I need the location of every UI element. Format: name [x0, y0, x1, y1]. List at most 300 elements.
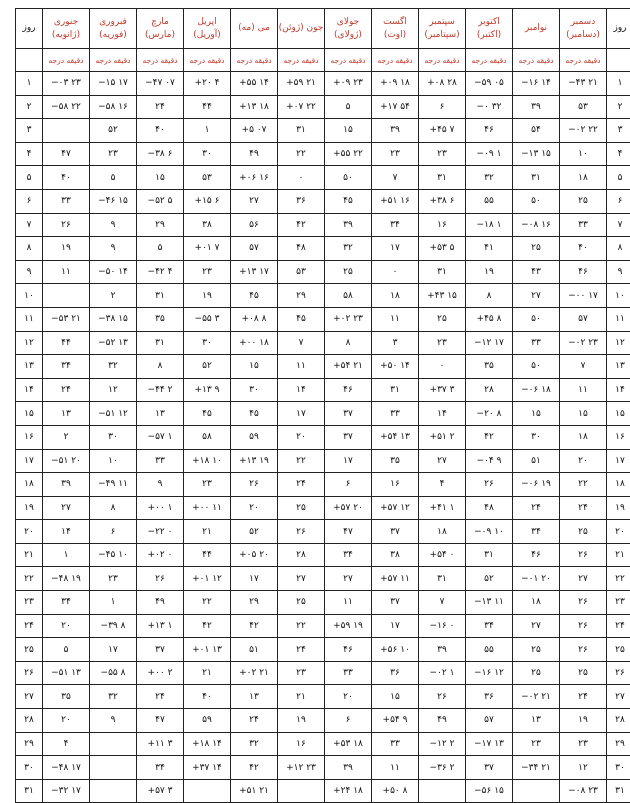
value-cell: ۲۳ ۰۲− [560, 331, 607, 355]
value-cell: ۵ [325, 95, 372, 119]
value-cell: ۱۷ ۳۲− [43, 779, 90, 803]
month-name: اپریل [184, 16, 230, 29]
value-cell: ۰۷ ۵+ [231, 119, 278, 143]
value-cell: ۴۰ [43, 166, 90, 190]
value-cell: ۱۶ [419, 213, 466, 237]
day-number-left: ۳۱ [16, 779, 43, 803]
value-cell: ۴۹ [231, 142, 278, 166]
month-name: جون (ژوئن) [278, 22, 324, 35]
value-cell: ۹ [90, 237, 137, 261]
value-cell: ۱ ۰۰+ [137, 496, 184, 520]
value-cell: ۳۴ [325, 543, 372, 567]
value-cell: ۱۳ ۱۷− [466, 732, 513, 756]
value-cell: ۱۵ [513, 402, 560, 426]
value-cell: ۳۷ [137, 638, 184, 662]
value-cell: ۱۴ [43, 520, 90, 544]
value-cell: ۱۴ ۵۰− [90, 260, 137, 284]
value-cell: ۴۰ [560, 237, 607, 261]
value-cell: ۳۶ [466, 685, 513, 709]
unit-row [16, 49, 630, 72]
day-number-left: ۶ [16, 189, 43, 213]
value-cell: ۲ ۵۱+ [419, 425, 466, 449]
value-cell: ۲۲ [278, 142, 325, 166]
day-number-right: ۲۶ [607, 661, 630, 685]
month-header [419, 9, 466, 49]
value-cell: ۱۶ ۵۱+ [372, 189, 419, 213]
value-cell: ۱۷ [278, 402, 325, 426]
value-cell: ۱۱ [372, 307, 419, 331]
day-number-left: ۲۱ [16, 543, 43, 567]
value-cell: ۹ [90, 213, 137, 237]
value-cell: ۳۲ [325, 237, 372, 261]
month-name: نوامبر [513, 22, 559, 35]
table-row [16, 756, 630, 780]
table-row [16, 709, 630, 733]
day-header-right: روز [607, 9, 630, 49]
value-cell: ۱۵ ۵۶− [466, 779, 513, 803]
value-cell [278, 779, 325, 803]
month-alt-name: (سپتامبر) [419, 29, 465, 42]
value-cell: ۳۱ [513, 166, 560, 190]
value-cell: ۲۶ [560, 591, 607, 615]
value-cell: ۶ [325, 709, 372, 733]
value-cell: ۱۷ [372, 614, 419, 638]
value-cell: ۱۸ ۲۴+ [325, 779, 372, 803]
value-cell: ۵۴ ۱۷+ [372, 95, 419, 119]
value-cell: ۲۱ ۵۱+ [231, 779, 278, 803]
value-cell: ۱ ۱۳+ [137, 614, 184, 638]
month-name: اکتوبر [466, 16, 512, 29]
value-cell: ۰۷ ۴۷− [137, 72, 184, 96]
value-cell: ۲۰ [43, 614, 90, 638]
table-row [16, 72, 630, 96]
value-cell: ۱۷ ۱۵− [90, 72, 137, 96]
value-cell: ۵۵ [466, 638, 513, 662]
value-cell: ۲۰ [278, 425, 325, 449]
value-cell: ۲ ۴۴− [137, 378, 184, 402]
day-number-left: ۲۰ [16, 520, 43, 544]
unit-label: دقیقه درجه [560, 49, 607, 72]
value-cell: ۲۱ ۵۴+ [325, 355, 372, 379]
value-cell: ۵۱ [513, 449, 560, 473]
day-number-right: ۱۲ [607, 331, 630, 355]
value-cell: ۱۶ ۰۸− [513, 213, 560, 237]
value-cell: ۵۰ [513, 307, 560, 331]
value-cell: ۵ ۵۳+ [419, 237, 466, 261]
value-cell: ۴۰ [184, 685, 231, 709]
value-cell: ۵۸ [325, 284, 372, 308]
day-number-right: ۲۷ [607, 685, 630, 709]
table-row [16, 284, 630, 308]
value-cell: ۳۳ [43, 189, 90, 213]
value-cell: ۶ [419, 95, 466, 119]
value-cell: ۱۹ ۵۹+ [325, 614, 372, 638]
value-cell: ۹ ۱۳+ [184, 378, 231, 402]
month-header [513, 9, 560, 49]
value-cell: ۳۷ [325, 402, 372, 426]
value-cell: ۲۱ ۳۴− [513, 756, 560, 780]
value-cell: ۵۹ [231, 425, 278, 449]
value-cell: ۵۹ [184, 709, 231, 733]
month-alt-name: (فوریه) [90, 29, 136, 42]
table-row [16, 520, 630, 544]
value-cell: ۵۵ [466, 189, 513, 213]
value-cell: ۲۵ [325, 260, 372, 284]
value-cell: ۱۵ ۱۳− [513, 142, 560, 166]
value-cell: ۳۲ [90, 355, 137, 379]
value-cell: ۳ ۵۷+ [137, 779, 184, 803]
table-row [16, 543, 630, 567]
value-cell: ۱۲ [560, 756, 607, 780]
value-cell: ۱۵ ۳۸− [90, 307, 137, 331]
day-number-right: ۵ [607, 166, 630, 190]
day-number-right: ۴ [607, 142, 630, 166]
value-cell: ۲۲ ۰۲− [560, 119, 607, 143]
value-cell: ۱۰ [90, 449, 137, 473]
value-cell: ۳۱ [419, 260, 466, 284]
value-cell: ۲۹ [137, 213, 184, 237]
value-cell: ۴۱ [466, 237, 513, 261]
value-cell: ۱۸ [419, 520, 466, 544]
value-cell: ۵۷ [560, 307, 607, 331]
value-cell: ۲۷ [231, 189, 278, 213]
value-cell: ۴۹ [419, 709, 466, 733]
value-cell: ۳۲ [90, 685, 137, 709]
table-row [16, 378, 630, 402]
value-cell: ۹ [137, 473, 184, 497]
value-cell: ۲۶ [560, 638, 607, 662]
value-cell: ۲۱ ۰۲+ [231, 661, 278, 685]
day-number-right: ۲۳ [607, 591, 630, 615]
value-cell: ۲۴ [137, 95, 184, 119]
table-row [16, 591, 630, 615]
value-cell: ۲۱ ۴۳− [560, 72, 607, 96]
value-cell: ۱۴ ۵۰+ [372, 355, 419, 379]
value-cell: ۲۳ [90, 142, 137, 166]
value-cell: ۳۹ [325, 756, 372, 780]
value-cell: ۸ ۵۵− [90, 661, 137, 685]
value-cell: ۸ [466, 284, 513, 308]
value-cell: ۳۶ [372, 661, 419, 685]
equation-of-time-table [15, 8, 630, 803]
value-cell: ۲۳ ۱۲+ [278, 756, 325, 780]
value-cell: ۵ [90, 166, 137, 190]
value-cell: ۳۷ [466, 756, 513, 780]
value-cell: ۳۸ [372, 543, 419, 567]
value-cell: ۱ [90, 591, 137, 615]
value-cell: ۳۴ [43, 355, 90, 379]
value-cell: ۳۰ [231, 378, 278, 402]
value-cell: ۲۳ [90, 567, 137, 591]
day-number-right: ۳۱ [607, 779, 630, 803]
value-cell: ۱۱ [43, 260, 90, 284]
value-cell: ۲۲ [278, 614, 325, 638]
month-header [325, 9, 372, 49]
value-cell: ۳۳ [513, 331, 560, 355]
value-cell: ۱۹ [43, 237, 90, 261]
day-number-right: ۲۴ [607, 614, 630, 638]
value-cell: ۲۳ [513, 732, 560, 756]
table-row [16, 166, 630, 190]
value-cell: ۱۸ [560, 425, 607, 449]
day-number-left: ۱۷ [16, 449, 43, 473]
month-name: می (مه) [231, 22, 277, 35]
value-cell: ۳۷ [372, 591, 419, 615]
day-number-left: ۳ [16, 119, 43, 143]
month-header [90, 9, 137, 49]
value-cell: ۳ ۳۷+ [419, 378, 466, 402]
month-alt-name: (دسامبر) [560, 29, 606, 42]
table-row [16, 685, 630, 709]
value-cell: ۱۵ [372, 685, 419, 709]
month-alt-name: (اوت) [372, 29, 418, 42]
day-number-right: ۱۰ [607, 284, 630, 308]
month-alt-name: (اکتبر) [466, 29, 512, 42]
value-cell: ۱۱ ۴۹− [90, 473, 137, 497]
value-cell: ۱۲ ۰۱+ [184, 567, 231, 591]
value-cell: ۲۵ [513, 638, 560, 662]
value-cell: ۱۵ [231, 355, 278, 379]
value-cell: ۱۴ ۱۶− [513, 72, 560, 96]
value-cell: ۴۴ [184, 95, 231, 119]
value-cell: ۱۳ ۵۱− [43, 661, 90, 685]
table-row [16, 213, 630, 237]
value-cell: ۲۷ [325, 567, 372, 591]
value-cell: ۸ [90, 496, 137, 520]
value-cell: ۴۲ [466, 425, 513, 449]
table-row [16, 779, 630, 803]
value-cell: ۳۰ [513, 425, 560, 449]
value-cell: ۶ [325, 473, 372, 497]
value-cell: ۸ ۵۰+ [372, 779, 419, 803]
value-cell: ۵۲ [231, 520, 278, 544]
table-row [16, 661, 630, 685]
value-cell: ۱۰ ۱۸+ [184, 449, 231, 473]
value-cell: ۱ ۰۹− [466, 142, 513, 166]
value-cell: ۹ [90, 709, 137, 733]
value-cell: ۲۲ ۰۷+ [278, 95, 325, 119]
day-number-left: ۱۶ [16, 425, 43, 449]
value-cell: ۴۶ [325, 378, 372, 402]
value-cell: ۵۸ [184, 425, 231, 449]
value-cell: ۵۷ [466, 709, 513, 733]
value-cell: ۲۵ [513, 237, 560, 261]
value-cell: ۳۵ [372, 449, 419, 473]
value-cell: ۱۲ ۵۱− [90, 402, 137, 426]
value-cell: ۲۴ [560, 496, 607, 520]
value-cell: ۳۳ [137, 449, 184, 473]
day-number-right: ۳۰ [607, 756, 630, 780]
value-cell: ۰ [372, 260, 419, 284]
table-row [16, 189, 630, 213]
day-number-right: ۱۳ [607, 355, 630, 379]
value-cell: ۴۴ [184, 543, 231, 567]
value-cell: ۴۹ [137, 591, 184, 615]
month-name: دسمبر [560, 16, 606, 29]
value-cell: ۱۱ ۰۰+ [184, 496, 231, 520]
unit-cell-empty [607, 49, 630, 72]
value-cell: ۵۰ [325, 166, 372, 190]
table-row [16, 473, 630, 497]
table-row [16, 355, 630, 379]
value-cell: ۹ ۰۴− [466, 449, 513, 473]
value-cell [90, 779, 137, 803]
value-cell: ۳۷ [325, 425, 372, 449]
value-cell: ۳۴ [372, 213, 419, 237]
value-cell: ۴۲ [278, 213, 325, 237]
value-cell: ۱۳ [231, 685, 278, 709]
value-cell: ۳۷ [372, 520, 419, 544]
value-cell: ۲۵ [278, 496, 325, 520]
value-cell: ۱۹ ۰۶− [513, 473, 560, 497]
value-cell: ۱۸ ۵۳+ [325, 732, 372, 756]
value-cell: ۱۰ ۵۶+ [372, 638, 419, 662]
value-cell: ۴۲ [184, 614, 231, 638]
day-number-left: ۱۲ [16, 331, 43, 355]
value-cell: ۳۲ ۰− [466, 95, 513, 119]
value-cell: ۸ [325, 331, 372, 355]
day-number-right: ۷ [607, 213, 630, 237]
value-cell: ۲۰ ۵۷+ [325, 496, 372, 520]
day-number-right: ۱۴ [607, 378, 630, 402]
value-cell: ۸ ۳۹− [90, 614, 137, 638]
value-cell: ۳۳ [372, 732, 419, 756]
month-header [278, 9, 325, 49]
value-cell: ۳۱ [372, 378, 419, 402]
value-cell: ۵۷ [231, 237, 278, 261]
value-cell: ۰ ۵۴+ [419, 543, 466, 567]
value-cell: ۳۰ [184, 331, 231, 355]
day-number-right: ۲۱ [607, 543, 630, 567]
value-cell: ۱۳ ۰۱+ [184, 638, 231, 662]
value-cell: ۰۵ ۵۹− [466, 72, 513, 96]
value-cell: ۲۱ ۵۳− [43, 307, 90, 331]
value-cell: ۲۴ [231, 709, 278, 733]
value-cell: ۳۵ [466, 355, 513, 379]
value-cell: ۱۶ [372, 473, 419, 497]
value-cell: ۱۰ ۴۵− [90, 543, 137, 567]
value-cell: ۱۳ [137, 402, 184, 426]
table-row [16, 307, 630, 331]
value-cell: ۵۰ [513, 355, 560, 379]
value-cell: ۱۴ [419, 402, 466, 426]
value-cell: ۱۵ [560, 402, 607, 426]
value-cell: ۲۰ [231, 496, 278, 520]
value-cell: ۳۱ [466, 543, 513, 567]
value-cell: ۷ [372, 166, 419, 190]
value-cell: ۲۳ [419, 331, 466, 355]
value-cell: ۴۶ [466, 119, 513, 143]
value-cell: ۸ ۰۸+ [231, 307, 278, 331]
value-cell: ۱۱ [372, 756, 419, 780]
value-cell: ۲۹ [231, 591, 278, 615]
value-cell [43, 284, 90, 308]
value-cell: ۱ ۵۷− [137, 425, 184, 449]
value-cell: ۴۵ [184, 402, 231, 426]
day-number-left: ۲ [16, 95, 43, 119]
value-cell: ۴۶ [513, 543, 560, 567]
value-cell: ۲۱ ۰۲− [513, 685, 560, 709]
month-alt-name: (آوریل) [184, 29, 230, 42]
value-cell: ۵۲ [184, 355, 231, 379]
value-cell: ۴۵ [231, 402, 278, 426]
value-cell: ۴۵ [325, 189, 372, 213]
value-cell: ۱۷ ۱۲− [466, 331, 513, 355]
value-cell: ۴ [43, 732, 90, 756]
value-cell: ۷ ۴۵+ [419, 119, 466, 143]
value-cell: ۲۰ ۵۱− [43, 449, 90, 473]
day-number-left: ۴ [16, 142, 43, 166]
day-number-left: ۹ [16, 260, 43, 284]
day-number-right: ۳ [607, 119, 630, 143]
day-header-left: روز [16, 9, 43, 49]
value-cell: ۱۸ ۰۹+ [372, 72, 419, 96]
day-number-left: ۲۶ [16, 661, 43, 685]
table-row [16, 119, 630, 143]
value-cell: ۲۷ [419, 449, 466, 473]
value-cell: ۳۱ [419, 166, 466, 190]
value-cell: ۳۱ [419, 567, 466, 591]
value-cell: ۲۵ [560, 189, 607, 213]
value-cell: ۱۱ [560, 378, 607, 402]
value-cell: ۰ ۲۲− [137, 520, 184, 544]
month-header [231, 9, 278, 49]
value-cell: ۳۴ [513, 520, 560, 544]
value-cell: ۱۱ ۵۷+ [372, 567, 419, 591]
value-cell: ۱۸ ۰۶− [513, 378, 560, 402]
value-cell: ۲۸ [466, 378, 513, 402]
value-cell: ۱۰ [560, 142, 607, 166]
value-cell: ۶ ۳۸− [137, 142, 184, 166]
value-cell: ۱۳ [43, 402, 90, 426]
value-cell: ۱۷ [372, 237, 419, 261]
month-header [560, 9, 607, 49]
value-cell: ۲۲ ۵۸− [43, 95, 90, 119]
day-number-left: ۱۹ [16, 496, 43, 520]
day-number-left: ۲۳ [16, 591, 43, 615]
day-number-right: ۲۸ [607, 709, 630, 733]
value-cell: ۱۷ [325, 449, 372, 473]
value-cell: ۳۹ [43, 473, 90, 497]
value-cell: ۲۷ [513, 614, 560, 638]
value-cell: ۳۲ [466, 166, 513, 190]
value-cell: ۴۵ [231, 284, 278, 308]
value-cell: ۲ [43, 425, 90, 449]
day-number-right: ۲۹ [607, 732, 630, 756]
value-cell: ۲۵ [278, 591, 325, 615]
unit-label: دقیقه درجه [372, 49, 419, 72]
value-cell: ۵۳ [184, 166, 231, 190]
value-cell: ۲۷ [43, 496, 90, 520]
day-number-left: ۲۴ [16, 614, 43, 638]
value-cell: ۸ [137, 355, 184, 379]
day-number-right: ۱۹ [607, 496, 630, 520]
value-cell: ۲۳ [278, 661, 325, 685]
value-cell: ۷ ۰۱+ [184, 237, 231, 261]
value-cell: ۳۸ [184, 213, 231, 237]
value-cell: ۲۴ [137, 685, 184, 709]
month-name: جنوری [43, 16, 89, 29]
value-cell: ۴۳ [513, 260, 560, 284]
value-cell: ۲ ۳۶− [419, 756, 466, 780]
value-cell: ۰ ۱۶− [419, 614, 466, 638]
table-row [16, 638, 630, 662]
value-cell: ۲۰ [43, 709, 90, 733]
unit-label: دقیقه درجه [231, 49, 278, 72]
day-number-left: ۸ [16, 237, 43, 261]
value-cell: ۱۴ ۳۷+ [184, 756, 231, 780]
value-cell: ۲۳ [419, 142, 466, 166]
